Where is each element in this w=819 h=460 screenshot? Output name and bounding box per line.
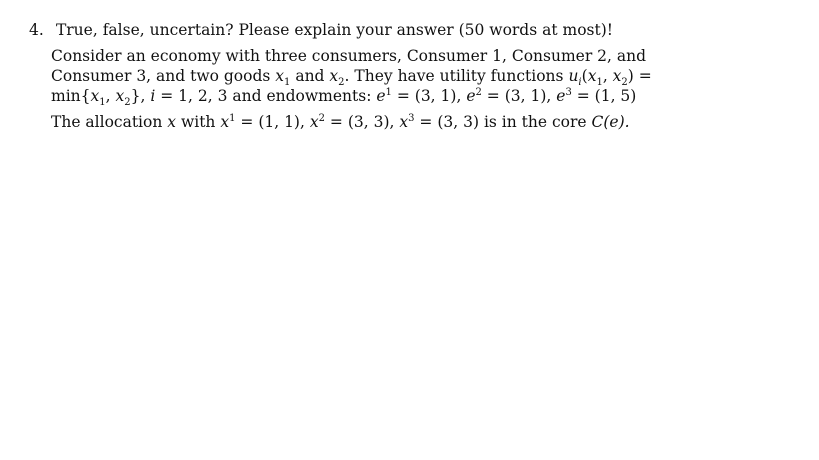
good-x2: $x_2$	[329, 67, 345, 89]
good-x1: $x_1$	[275, 67, 291, 89]
consumer-index: i = 1, 2, 3	[150, 87, 228, 105]
question-heading	[29, 20, 613, 40]
allocation-x2: $x^2 = (3$, 3),	[309, 112, 395, 131]
endowment-e2: $e^2 = (3$, 1),	[466, 86, 552, 105]
question-prompt: True, false, uncertain? Please explain your answer (50 words at most)!	[55, 21, 613, 39]
economy-setup-paragraph	[51, 46, 652, 109]
allocation-symbol: x	[167, 113, 177, 131]
min-expression: $\min\{x_1$, $x_2$},	[51, 87, 146, 109]
allocation-x3: $x^3 = (3$, 3)	[399, 112, 480, 131]
setup-line-2: Consumer 3, and two goods $x_1$ and $x_2$. They have utility functions $u_i(x_1$, $x_2$) =	[51, 67, 652, 89]
utility-function: $u_i(x_1$, $x_2$) =	[568, 67, 652, 89]
setup-line-1: Consider an economy with three consumers, Consumer 1, Consumer 2, and	[51, 47, 647, 65]
endowment-e3: $e^3 = (1$, 5)	[556, 86, 637, 105]
endowment-e1: $e^1 = (3$, 1),	[376, 86, 462, 105]
allocation-x1: $x^1 = (1$, 1),	[220, 112, 305, 131]
core-symbol: C(e).	[591, 113, 630, 131]
core-claim-paragraph: The allocation x with $x^1 = (1$, 1), $x^2 = (3$, 3), $x^3 = (3$, 3) is in the core C(e).	[51, 112, 630, 131]
setup-line-3: $\min\{x_1$, $x_2$}, i = 1, 2, 3 and endowments: $e^1 = (3$, 1), $e^2 = (3$, 1), $e^3 = (1$, 5)	[51, 86, 637, 109]
question-number: 4.	[29, 21, 44, 39]
